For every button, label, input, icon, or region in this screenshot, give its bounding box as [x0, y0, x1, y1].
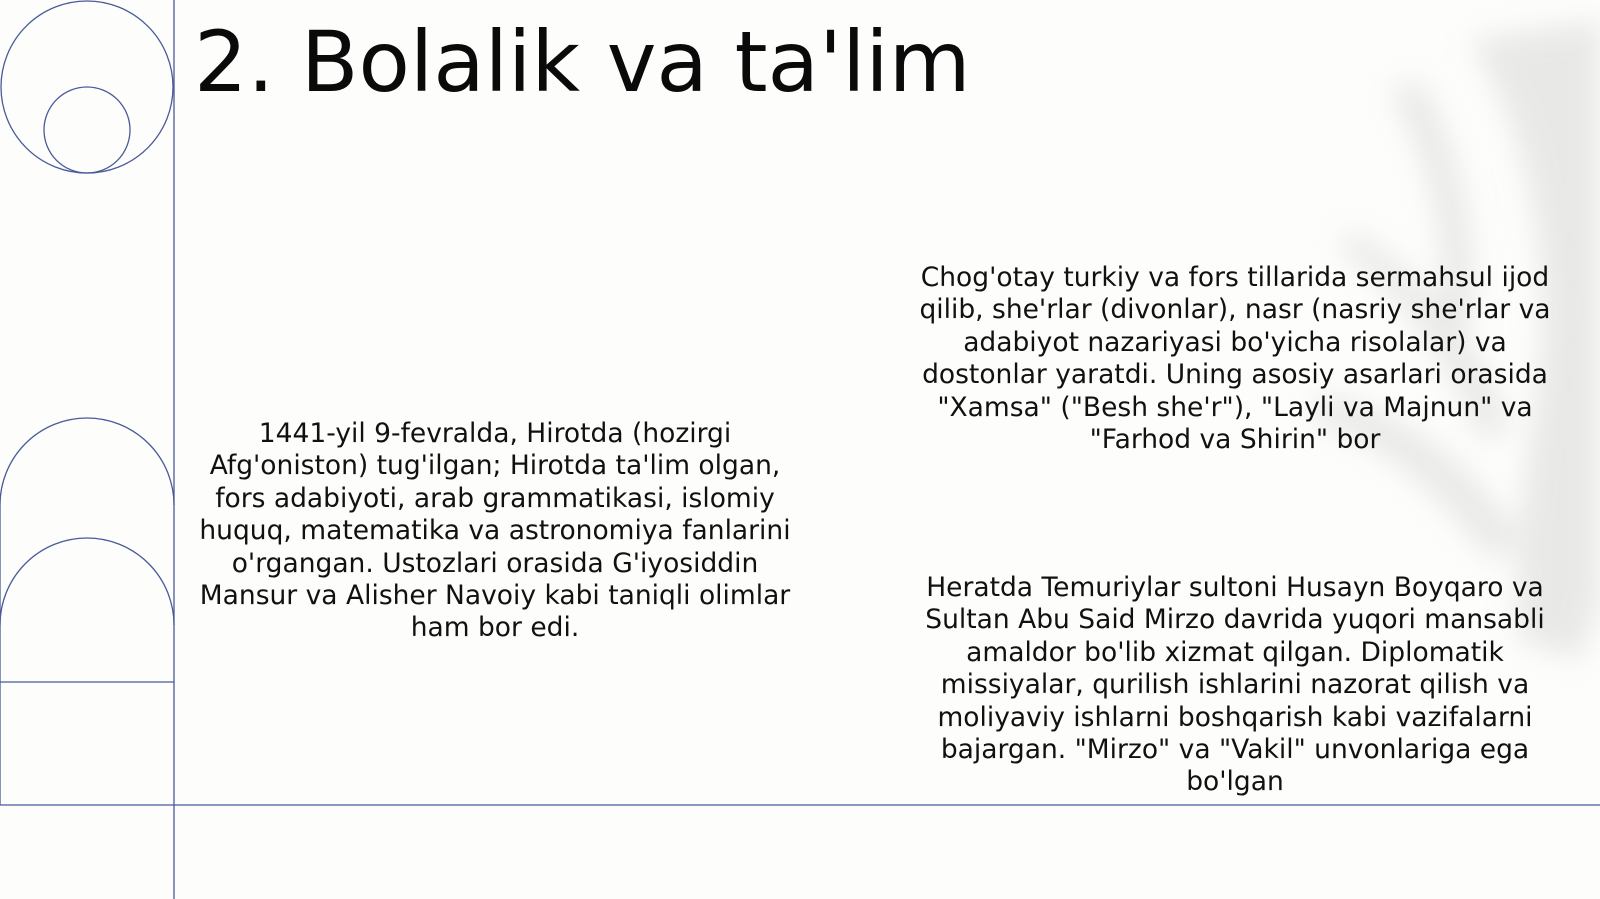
arch-outline-upper [0, 418, 174, 505]
arch-outline-lower [0, 538, 174, 625]
slide-title: 2. Bolalik va ta'lim [194, 13, 971, 111]
small-circle-outline [44, 87, 130, 173]
right-bottom-text-block: Heratda Temuriylar sultoni Husayn Boyqaro va Sultan Abu Said Mirzo davrida yuqori mansabli amaldor bo'lib xizmat qilgan. Diplomatik missiyalar, qurilish ishlarini nazorat qilish va moliyaviy ishlarni boshqarish kabi vazifalarni bajargan. "Mirzo" va "Vakil" unvonlariga ega bo'lgan [925, 572, 1545, 798]
right-top-text-block: Chog'otay turkiy va fors tillarida sermahsul ijod qilib, she'rlar (divonlar), nasr (nasriy she'rlar va adabiyot nazariyasi bo'yicha risolalar) va dostonlar yaratdi. Uning asosiy asarlari orasida "Xamsa" ("Besh she'r"), "Layli va Majnun" va "Farhod va Shirin" bor [919, 262, 1551, 456]
left-text-block: 1441-yil 9-fevralda, Hirotda (hozirgi Afg'oniston) tug'ilgan; Hirotda ta'lim olgan, fors adabiyoti, arab grammatikasi, islomiy huquq, matematika va astronomiya fanlarini o'rgangan. Ustozlari orasida G'iyosiddin Mansur va Alisher Navoiy kabi taniqli olimlar ham bor edi. [199, 418, 791, 644]
